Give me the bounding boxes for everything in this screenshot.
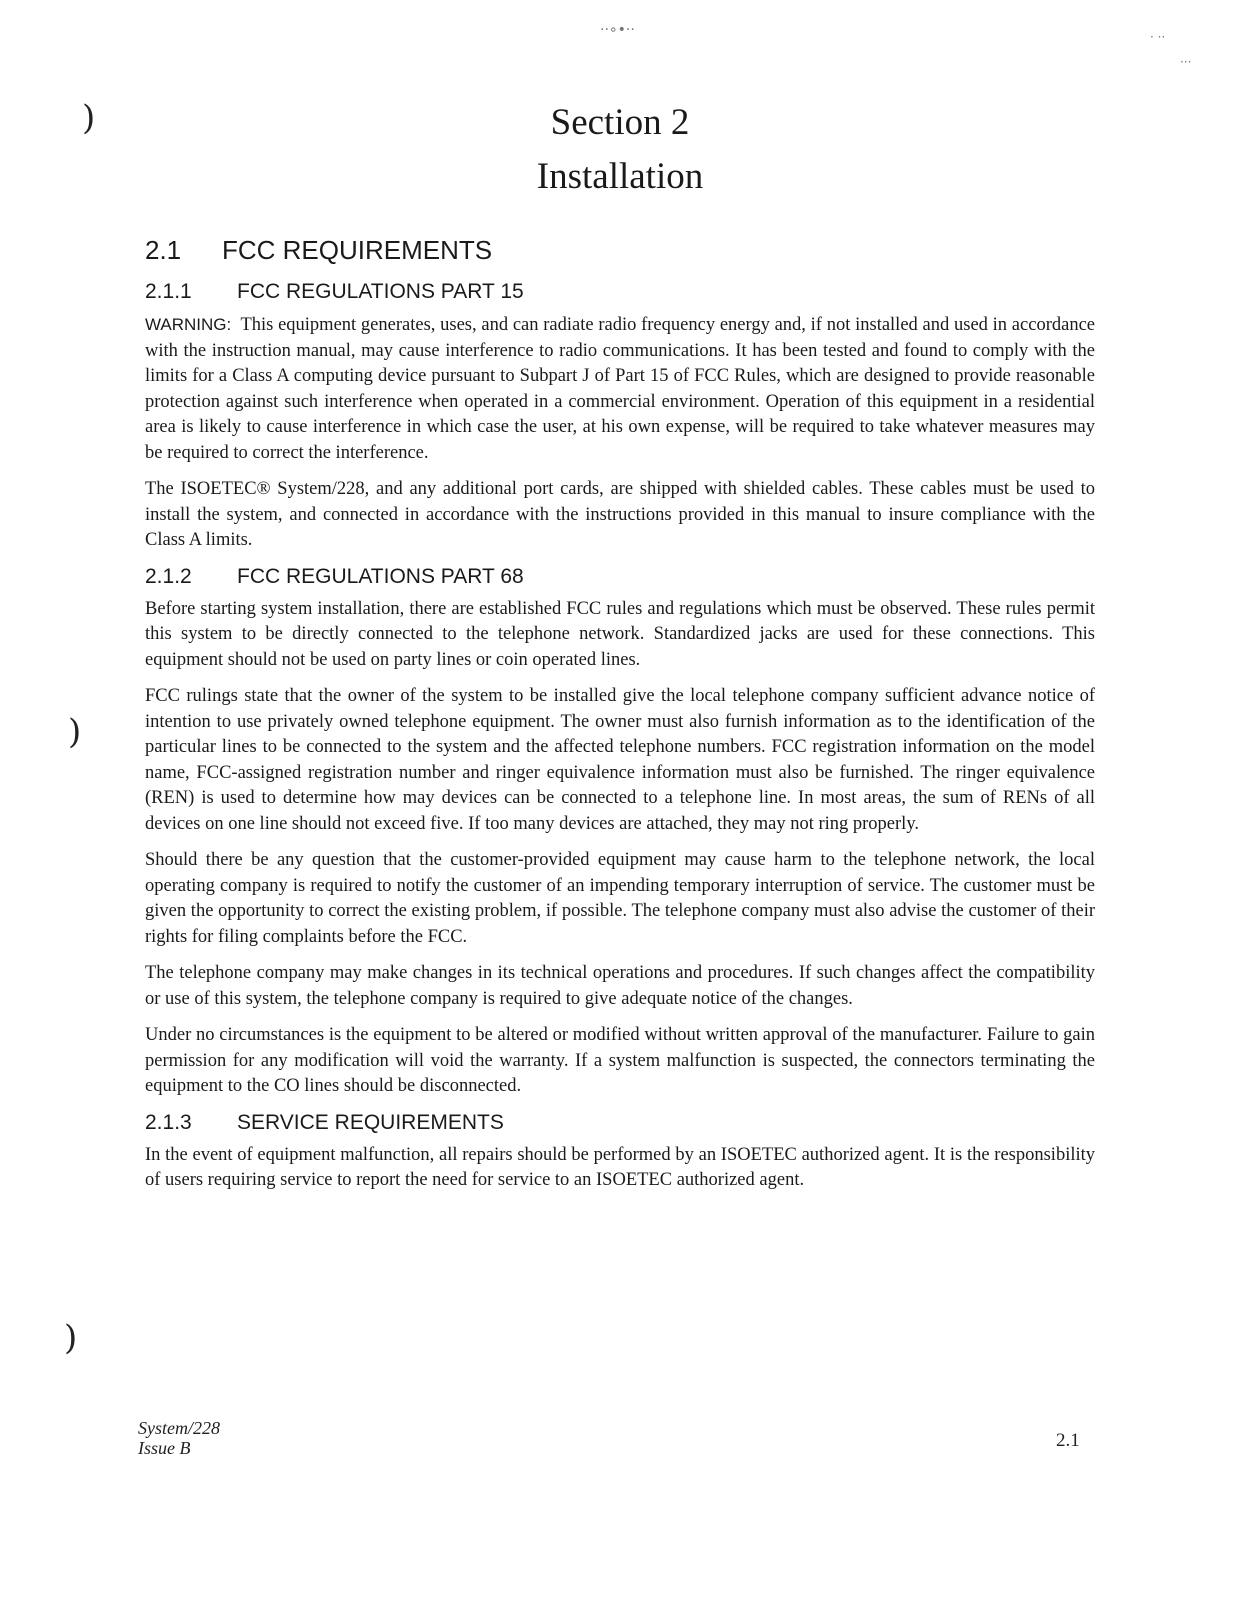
section-part-68: [145, 565, 1095, 1100]
footer-product: System/228: [138, 1418, 220, 1438]
scan-speck: · ⋅·: [1150, 30, 1166, 44]
heading-number: 2.1.1: [145, 280, 192, 303]
heading-number: 2.1.2: [145, 564, 192, 588]
paragraph: Under no circumstances is the equipment to be altered or modified without written approval of the manufacturer. Failure to gain permission for any modification will void the warranty. If a system malfunction is suspected, the connectors terminating the equipment to the CO lines should be disconnected.: [145, 1025, 1095, 1096]
hole-punch-mark: ): [68, 712, 82, 752]
heading-service-requirements: [145, 1111, 1095, 1135]
paragraph: Before starting system installation, there are established FCC rules and regulations which must be observed. These rules permit this system to be directly connected to the telephone network. Standardized jacks are used for these connections. This equipment should not be used on party lines or coin operated lines.: [145, 598, 1095, 670]
heading-part-68: [145, 565, 1095, 589]
heading-text: FCC REGULATIONS PART 15: [237, 280, 524, 303]
scan-speck: ·⋅·: [1180, 55, 1192, 69]
paragraph: Should there be any question that the customer-provided equipment may cause harm to the telephone network, the local operating company is required to notify the customer of an impending temporary interruption of service. The customer must be given the opportunity to correct the existing problem, if possible. The telephone company must also advise the customer of their rights for filing complaints before the FCC.: [145, 850, 1095, 947]
paragraph: In the event of equipment malfunction, all repairs should be performed by an ISOETEC authorized agent. It is the responsibility of users requiring service to report the need for service to an ISOETEC authorized agent.: [145, 1144, 1095, 1190]
hole-punch-mark: ): [82, 98, 96, 138]
warning-paragraph: [145, 312, 1095, 466]
scan-speck: ⋅·∘•·⋅: [600, 22, 635, 38]
paragraph: The telephone company may make changes in its technical operations and procedures. If such changes affect the compatibility or use of this system, the telephone company is required to give adequate notice of the changes.: [145, 963, 1095, 1009]
heading-number: 2.1: [145, 235, 182, 265]
section-part-15: [145, 280, 1095, 554]
heading-fcc-requirements: [145, 235, 1095, 266]
paragraph: FCC rulings state that the owner of the system to be installed give the local telephone company sufficient advance notice of intention to use privately owned telephone equipment. The owner must also furnish information as to the identification of the particular lines to be connected to the system and the affected telephone numbers. FCC registration information on the model name, FCC-assigned registration number and ringer equivalence information must also be furnished. The ringer equivalence (REN) is used to determine how may devices can be connected to a telephone line. In most areas, the sum of RENs of all devices on one line should not exceed five. If too many devices are attached, they may not ring properly.: [145, 686, 1095, 834]
section-name-title: Installation: [536, 156, 704, 197]
heading-part-15: [145, 280, 1095, 304]
page-number: 2.1: [1056, 1430, 1080, 1451]
page-title: [400, 96, 840, 204]
document-body: [145, 235, 1095, 1205]
section-number-title: Section 2: [550, 102, 690, 143]
warning-label: WARNING:: [145, 315, 232, 334]
footer-product-info: [138, 1418, 220, 1458]
section-service-requirements: [145, 1111, 1095, 1194]
paragraph: The ISOETEC® System/228, and any additional port cards, are shipped with shielded cables. These cables must be used to install the system, and connected in accordance with the instructions provided in this manual to insure compliance with the Class A limits.: [145, 479, 1095, 550]
heading-number: 2.1.3: [145, 1110, 192, 1134]
heading-text: FCC REQUIREMENTS: [222, 235, 493, 265]
paragraph-text: This equipment generates, uses, and can radiate radio frequency energy and, if not installed and used in accordance with the instruction manual, may cause interference to radio communications. It has been tested and found to comply with the limits for a Class A computing device pursuant to Subpart J of Part 15 of FCC Rules, which are designed to provide reasonable protection against such interference when operated in a commercial environment. Operation of this equipment in a residential area is likely to cause interference in which case the user, at his own expense, will be required to take whatever measures may be required to correct the interference.: [145, 315, 1095, 463]
heading-text: FCC REGULATIONS PART 68: [237, 564, 524, 588]
footer-issue: Issue B: [138, 1438, 191, 1458]
heading-text: SERVICE REQUIREMENTS: [237, 1110, 504, 1134]
hole-punch-mark: ): [64, 1318, 78, 1358]
